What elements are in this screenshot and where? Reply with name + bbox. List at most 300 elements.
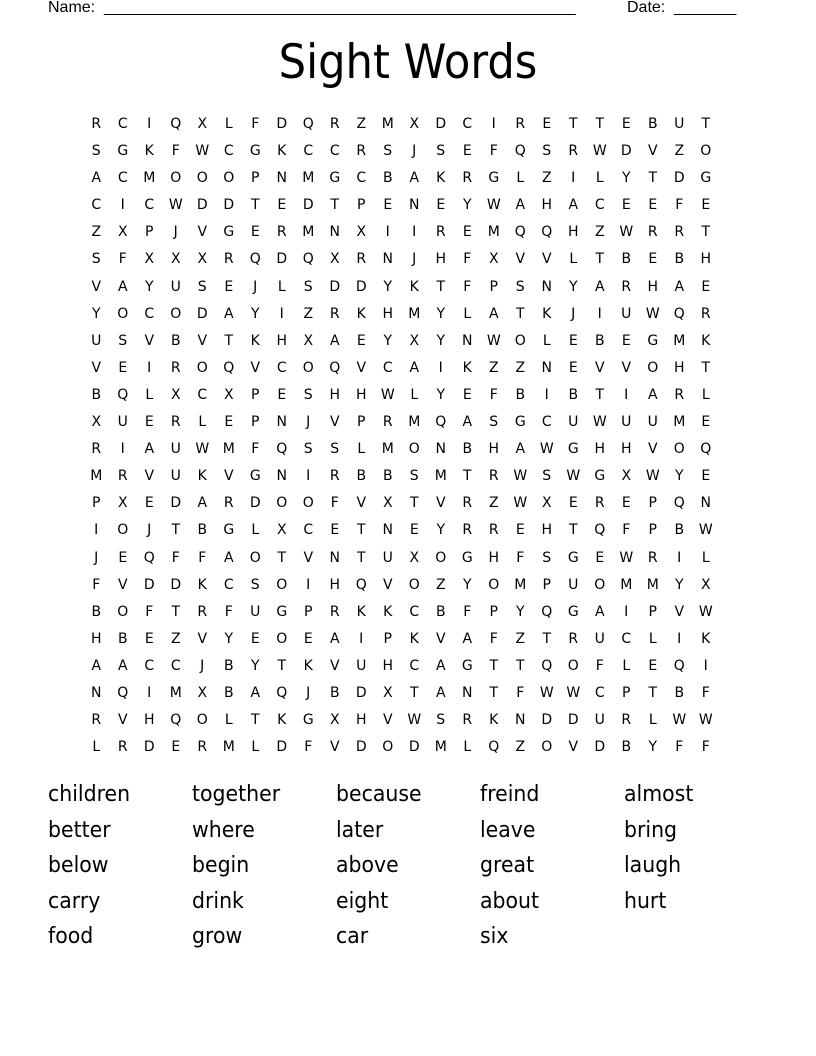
grid-letter[interactable]: J xyxy=(412,143,417,160)
grid-letter[interactable]: R xyxy=(329,603,340,620)
grid-letter[interactable]: J xyxy=(571,305,576,322)
grid-letter[interactable]: A xyxy=(144,441,155,458)
grid-letter[interactable]: U xyxy=(170,278,181,295)
grid-letter[interactable]: M xyxy=(514,576,527,593)
grid-letter[interactable]: W xyxy=(592,414,607,431)
grid-letter[interactable]: P xyxy=(489,278,498,295)
grid-letter[interactable]: V xyxy=(435,630,446,647)
grid-letter[interactable]: D xyxy=(276,116,288,132)
grid-letter[interactable]: K xyxy=(462,359,472,376)
grid-letter[interactable]: Y xyxy=(383,278,393,295)
grid-letter[interactable]: E xyxy=(621,332,631,349)
grid-letter[interactable]: V xyxy=(541,251,552,268)
grid-letter[interactable]: O xyxy=(276,495,288,512)
grid-letter[interactable]: V xyxy=(329,739,340,756)
grid-letter[interactable]: C xyxy=(276,359,287,376)
grid-letter[interactable]: N xyxy=(329,549,340,566)
grid-letter[interactable]: V xyxy=(197,630,208,647)
grid-letter[interactable]: E xyxy=(568,495,578,512)
grid-letter[interactable]: I xyxy=(306,576,311,593)
grid-letter[interactable]: T xyxy=(224,332,234,349)
grid-letter[interactable]: D xyxy=(355,739,367,756)
grid-letter[interactable]: X xyxy=(303,332,314,349)
grid-letter[interactable]: L xyxy=(145,386,154,403)
grid-letter[interactable]: Y xyxy=(436,386,446,403)
grid-letter[interactable]: O xyxy=(302,359,314,376)
grid-letter[interactable]: X xyxy=(91,414,102,431)
grid-letter[interactable]: W xyxy=(486,332,501,349)
grid-letter[interactable]: H xyxy=(276,332,288,349)
grid-letter[interactable]: T xyxy=(595,116,605,132)
grid-letter[interactable]: L xyxy=(92,739,101,756)
grid-letter[interactable]: R xyxy=(674,386,685,403)
grid-letter[interactable]: O xyxy=(541,739,553,756)
grid-letter[interactable]: F xyxy=(701,684,710,701)
grid-letter[interactable]: D xyxy=(567,712,579,729)
grid-letter[interactable]: C xyxy=(621,630,632,647)
grid-letter[interactable]: K xyxy=(197,468,207,485)
grid-letter[interactable]: Y xyxy=(621,170,631,187)
grid-letter[interactable]: K xyxy=(356,603,366,620)
grid-letter[interactable]: D xyxy=(355,278,367,295)
grid-letter[interactable]: R xyxy=(700,305,711,322)
grid-letter[interactable]: S xyxy=(303,441,313,458)
grid-letter[interactable]: B xyxy=(621,739,632,756)
grid-letter[interactable]: K xyxy=(303,657,313,674)
name-field-line[interactable]: _____________________________________________________ xyxy=(104,0,576,16)
grid-letter[interactable]: Z xyxy=(488,359,499,376)
grid-letter[interactable]: D xyxy=(170,495,182,512)
grid-letter[interactable]: U xyxy=(170,468,181,485)
grid-letter[interactable]: Q xyxy=(673,657,685,674)
grid-letter[interactable]: S xyxy=(515,278,525,295)
grid-letter[interactable]: A xyxy=(435,684,446,701)
grid-letter[interactable]: Y xyxy=(250,305,260,322)
grid-letter[interactable]: C xyxy=(409,603,420,620)
grid-letter[interactable]: L xyxy=(701,549,710,566)
grid-letter[interactable]: F xyxy=(675,739,684,756)
grid-letter[interactable]: F xyxy=(304,739,313,756)
grid-letter[interactable]: P xyxy=(145,224,154,241)
grid-letter[interactable]: C xyxy=(594,684,605,701)
grid-letter[interactable]: S xyxy=(330,441,340,458)
grid-letter[interactable]: K xyxy=(701,630,711,647)
grid-letter[interactable]: B xyxy=(674,251,685,268)
grid-letter[interactable]: O xyxy=(276,630,288,647)
grid-letter[interactable]: D xyxy=(143,739,155,756)
grid-letter[interactable]: Y xyxy=(674,468,684,485)
grid-letter[interactable]: V xyxy=(197,332,208,349)
grid-letter[interactable]: H xyxy=(382,657,394,674)
grid-letter[interactable]: B xyxy=(91,386,102,403)
grid-letter[interactable]: N xyxy=(462,332,473,349)
grid-letter[interactable]: H xyxy=(567,224,579,241)
grid-letter[interactable]: P xyxy=(251,170,260,187)
grid-letter[interactable]: L xyxy=(701,386,710,403)
grid-letter[interactable]: W xyxy=(619,549,634,566)
grid-letter[interactable]: B xyxy=(382,468,393,485)
grid-letter[interactable]: V xyxy=(117,712,128,729)
grid-letter[interactable]: R xyxy=(462,712,473,729)
grid-letter[interactable]: D xyxy=(249,495,261,512)
grid-letter[interactable]: M xyxy=(646,576,659,593)
grid-letter[interactable]: E xyxy=(118,359,128,376)
grid-letter[interactable]: N xyxy=(409,197,420,214)
grid-letter[interactable]: W xyxy=(619,224,634,241)
grid-letter[interactable]: R xyxy=(91,441,102,458)
grid-letter[interactable]: Q xyxy=(700,441,712,458)
grid-letter[interactable]: U xyxy=(621,414,632,431)
grid-letter[interactable]: W xyxy=(566,684,581,701)
grid-letter[interactable]: B xyxy=(356,468,367,485)
grid-letter[interactable]: C xyxy=(223,143,234,160)
grid-letter[interactable]: Y xyxy=(144,278,154,295)
grid-letter[interactable]: W xyxy=(486,197,501,214)
grid-letter[interactable]: E xyxy=(648,251,658,268)
grid-letter[interactable]: Q xyxy=(143,549,155,566)
grid-letter[interactable]: U xyxy=(594,712,605,729)
grid-letter[interactable]: Q xyxy=(117,684,129,701)
grid-letter[interactable]: E xyxy=(383,197,393,214)
grid-letter[interactable]: D xyxy=(594,739,606,756)
grid-letter[interactable]: C xyxy=(462,116,473,132)
grid-letter[interactable]: V xyxy=(91,359,102,376)
grid-letter[interactable]: T xyxy=(436,278,446,295)
grid-letter[interactable]: M xyxy=(169,684,182,701)
grid-letter[interactable]: L xyxy=(622,657,631,674)
grid-letter[interactable]: H xyxy=(90,630,102,647)
grid-letter[interactable]: M xyxy=(434,468,447,485)
grid-letter[interactable]: X xyxy=(382,684,393,701)
grid-letter[interactable]: V xyxy=(382,576,393,593)
grid-letter[interactable]: N xyxy=(329,224,340,241)
grid-letter[interactable]: F xyxy=(463,603,472,620)
grid-letter[interactable]: O xyxy=(302,495,314,512)
grid-letter[interactable]: P xyxy=(304,603,313,620)
grid-letter[interactable]: M xyxy=(673,332,686,349)
grid-letter[interactable]: V xyxy=(144,332,155,349)
grid-letter[interactable]: B xyxy=(568,386,579,403)
grid-letter[interactable]: T xyxy=(648,170,658,187)
grid-letter[interactable]: R xyxy=(462,522,473,539)
grid-letter[interactable]: P xyxy=(622,684,631,701)
grid-letter[interactable]: A xyxy=(462,630,473,647)
grid-letter[interactable]: T xyxy=(648,684,658,701)
grid-letter[interactable]: G xyxy=(249,468,261,485)
grid-letter[interactable]: U xyxy=(568,414,579,431)
grid-letter[interactable]: X xyxy=(488,251,499,268)
grid-letter[interactable]: O xyxy=(117,522,129,539)
grid-letter[interactable]: B xyxy=(91,603,102,620)
grid-letter[interactable]: Q xyxy=(541,603,553,620)
grid-letter[interactable]: Q xyxy=(329,359,341,376)
grid-letter[interactable]: B xyxy=(223,657,234,674)
grid-letter[interactable]: Q xyxy=(117,386,129,403)
grid-letter[interactable]: P xyxy=(383,630,392,647)
grid-letter[interactable]: E xyxy=(303,630,313,647)
grid-letter[interactable]: H xyxy=(382,305,394,322)
grid-letter[interactable]: P xyxy=(489,603,498,620)
grid-letter[interactable]: G xyxy=(567,441,579,458)
grid-letter[interactable]: E xyxy=(224,278,234,295)
grid-letter[interactable]: V xyxy=(356,495,367,512)
grid-letter[interactable]: R xyxy=(197,603,208,620)
grid-letter[interactable]: I xyxy=(624,386,629,403)
grid-letter[interactable]: G xyxy=(302,712,314,729)
grid-letter[interactable]: R xyxy=(170,414,181,431)
grid-letter[interactable]: G xyxy=(223,522,235,539)
grid-letter[interactable]: T xyxy=(568,116,578,132)
grid-letter[interactable]: G xyxy=(514,414,526,431)
grid-letter[interactable]: B xyxy=(382,170,393,187)
grid-letter[interactable]: J xyxy=(253,278,258,295)
grid-letter[interactable]: P xyxy=(648,495,657,512)
grid-letter[interactable]: L xyxy=(251,739,260,756)
grid-letter[interactable]: Z xyxy=(356,116,367,132)
grid-letter[interactable]: M xyxy=(302,170,315,187)
grid-letter[interactable]: B xyxy=(674,684,685,701)
grid-letter[interactable]: R xyxy=(568,630,579,647)
grid-letter[interactable]: A xyxy=(223,549,234,566)
grid-letter[interactable]: W xyxy=(645,305,660,322)
grid-letter[interactable]: R xyxy=(170,359,181,376)
grid-letter[interactable]: R xyxy=(117,739,128,756)
grid-letter[interactable]: V xyxy=(621,359,632,376)
grid-letter[interactable]: T xyxy=(701,224,711,241)
grid-letter[interactable]: O xyxy=(117,603,129,620)
grid-letter[interactable]: J xyxy=(412,251,417,268)
grid-letter[interactable]: O xyxy=(700,143,712,160)
grid-letter[interactable]: H xyxy=(620,441,632,458)
grid-letter[interactable]: H xyxy=(143,712,155,729)
grid-letter[interactable]: T xyxy=(171,522,181,539)
grid-letter[interactable]: F xyxy=(251,441,260,458)
grid-letter[interactable]: W xyxy=(539,441,554,458)
grid-letter[interactable]: N xyxy=(382,522,393,539)
grid-letter[interactable]: Z xyxy=(435,576,446,593)
grid-letter[interactable]: T xyxy=(330,197,340,214)
grid-letter[interactable]: T xyxy=(595,386,605,403)
grid-letter[interactable]: R xyxy=(329,116,340,132)
grid-letter[interactable]: T xyxy=(356,549,366,566)
grid-letter[interactable]: N xyxy=(382,251,393,268)
grid-letter[interactable]: J xyxy=(94,549,99,566)
grid-letter[interactable]: H xyxy=(541,522,553,539)
grid-letter[interactable]: K xyxy=(701,332,711,349)
grid-letter[interactable]: O xyxy=(223,170,235,187)
grid-letter[interactable]: T xyxy=(595,251,605,268)
grid-letter[interactable]: X xyxy=(700,576,711,593)
grid-letter[interactable]: V xyxy=(435,495,446,512)
grid-letter[interactable]: F xyxy=(224,603,233,620)
grid-letter[interactable]: Y xyxy=(383,332,393,349)
grid-letter[interactable]: B xyxy=(462,441,473,458)
grid-letter[interactable]: S xyxy=(409,468,419,485)
grid-letter[interactable]: B xyxy=(223,684,234,701)
grid-letter[interactable]: M xyxy=(673,414,686,431)
grid-letter[interactable]: F xyxy=(198,549,207,566)
grid-letter[interactable]: X xyxy=(170,251,181,268)
grid-letter[interactable]: W xyxy=(168,197,183,214)
grid-letter[interactable]: P xyxy=(357,197,366,214)
grid-letter[interactable]: W xyxy=(513,468,528,485)
grid-letter[interactable]: L xyxy=(595,170,604,187)
grid-letter[interactable]: X xyxy=(223,386,234,403)
grid-letter[interactable]: X xyxy=(197,116,208,132)
grid-letter[interactable]: E xyxy=(118,549,128,566)
grid-letter[interactable]: Y xyxy=(568,278,578,295)
grid-letter[interactable]: E xyxy=(621,116,631,132)
grid-letter[interactable]: O xyxy=(594,576,606,593)
grid-letter[interactable]: D xyxy=(408,739,420,756)
grid-letter[interactable]: W xyxy=(698,603,713,620)
grid-letter[interactable]: I xyxy=(279,305,284,322)
grid-letter[interactable]: I xyxy=(359,630,364,647)
grid-letter[interactable]: R xyxy=(435,224,446,241)
grid-letter[interactable]: W xyxy=(195,441,210,458)
grid-letter[interactable]: W xyxy=(539,684,554,701)
grid-letter[interactable]: E xyxy=(568,359,578,376)
grid-letter[interactable]: O xyxy=(567,657,579,674)
grid-letter[interactable]: L xyxy=(463,739,472,756)
grid-letter[interactable]: X xyxy=(409,332,420,349)
grid-letter[interactable]: L xyxy=(277,278,286,295)
grid-letter[interactable]: D xyxy=(196,305,208,322)
grid-letter[interactable]: N xyxy=(515,712,526,729)
grid-letter[interactable]: L xyxy=(648,630,657,647)
grid-letter[interactable]: A xyxy=(515,441,526,458)
grid-letter[interactable]: R xyxy=(329,305,340,322)
grid-letter[interactable]: S xyxy=(436,143,446,160)
grid-letter[interactable]: W xyxy=(645,468,660,485)
grid-letter[interactable]: V xyxy=(356,359,367,376)
grid-letter[interactable]: J xyxy=(306,684,311,701)
grid-letter[interactable]: O xyxy=(196,712,208,729)
grid-letter[interactable]: E xyxy=(224,414,234,431)
grid-letter[interactable]: X xyxy=(409,549,420,566)
grid-letter[interactable]: U xyxy=(647,414,658,431)
grid-letter[interactable]: L xyxy=(648,712,657,729)
grid-letter[interactable]: C xyxy=(144,657,155,674)
grid-letter[interactable]: E xyxy=(701,278,711,295)
grid-letter[interactable]: Q xyxy=(170,116,182,132)
grid-letter[interactable]: S xyxy=(383,143,393,160)
grid-letter[interactable]: H xyxy=(488,549,500,566)
grid-letter[interactable]: K xyxy=(144,143,154,160)
grid-letter[interactable]: A xyxy=(329,630,340,647)
grid-letter[interactable]: S xyxy=(542,468,552,485)
grid-letter[interactable]: B xyxy=(594,332,605,349)
grid-letter[interactable]: O xyxy=(673,441,685,458)
grid-letter[interactable]: E xyxy=(621,197,631,214)
grid-letter[interactable]: E xyxy=(701,197,711,214)
grid-letter[interactable]: E xyxy=(144,630,154,647)
grid-letter[interactable]: H xyxy=(647,278,659,295)
grid-letter[interactable]: M xyxy=(90,468,103,485)
grid-letter[interactable]: A xyxy=(594,603,605,620)
grid-letter[interactable]: T xyxy=(409,495,419,512)
grid-letter[interactable]: C xyxy=(144,305,155,322)
grid-letter[interactable]: D xyxy=(435,116,447,132)
grid-letter[interactable]: U xyxy=(568,576,579,593)
grid-letter[interactable]: X xyxy=(356,224,367,241)
grid-letter[interactable]: I xyxy=(677,549,682,566)
grid-letter[interactable]: A xyxy=(594,278,605,295)
grid-letter[interactable]: R xyxy=(356,251,367,268)
grid-letter[interactable]: B xyxy=(435,603,446,620)
grid-letter[interactable]: K xyxy=(250,332,260,349)
grid-letter[interactable]: R xyxy=(91,116,102,132)
grid-letter[interactable]: O xyxy=(408,441,420,458)
grid-letter[interactable]: L xyxy=(516,170,525,187)
grid-letter[interactable]: Z xyxy=(170,630,181,647)
grid-letter[interactable]: N xyxy=(541,278,552,295)
grid-letter[interactable]: H xyxy=(594,441,606,458)
grid-letter[interactable]: Z xyxy=(488,495,499,512)
grid-letter[interactable]: Y xyxy=(462,197,472,214)
grid-letter[interactable]: B xyxy=(674,522,685,539)
grid-letter[interactable]: D xyxy=(143,576,155,593)
grid-letter[interactable]: E xyxy=(330,522,340,539)
grid-letter[interactable]: S xyxy=(436,712,446,729)
grid-letter[interactable]: E xyxy=(462,143,472,160)
grid-letter[interactable]: M xyxy=(143,170,156,187)
grid-letter[interactable]: Y xyxy=(436,332,446,349)
grid-letter[interactable]: I xyxy=(147,359,152,376)
grid-letter[interactable]: N xyxy=(91,684,102,701)
grid-letter[interactable]: R xyxy=(356,143,367,160)
grid-letter[interactable]: R xyxy=(117,468,128,485)
grid-letter[interactable]: S xyxy=(303,386,313,403)
grid-letter[interactable]: W xyxy=(407,712,422,729)
grid-letter[interactable]: S xyxy=(250,576,260,593)
grid-letter[interactable]: B xyxy=(329,684,340,701)
grid-letter[interactable]: T xyxy=(489,657,499,674)
grid-letter[interactable]: F xyxy=(595,657,604,674)
grid-letter[interactable]: Y xyxy=(515,603,525,620)
grid-letter[interactable]: M xyxy=(620,576,633,593)
grid-letter[interactable]: Y xyxy=(250,657,260,674)
grid-letter[interactable]: R xyxy=(223,251,234,268)
grid-letter[interactable]: M xyxy=(408,305,421,322)
grid-letter[interactable]: N xyxy=(435,441,446,458)
grid-letter[interactable]: Y xyxy=(224,630,234,647)
grid-letter[interactable]: F xyxy=(675,197,684,214)
grid-letter[interactable]: F xyxy=(489,143,498,160)
grid-letter[interactable]: F xyxy=(171,143,180,160)
grid-letter[interactable]: H xyxy=(488,441,500,458)
grid-letter[interactable]: L xyxy=(198,414,207,431)
grid-letter[interactable]: T xyxy=(568,522,578,539)
grid-letter[interactable]: E xyxy=(356,332,366,349)
grid-letter[interactable]: F xyxy=(701,739,710,756)
grid-letter[interactable]: A xyxy=(117,657,128,674)
grid-letter[interactable]: I xyxy=(571,170,576,187)
grid-letter[interactable]: M xyxy=(381,116,394,132)
grid-letter[interactable]: T xyxy=(409,684,419,701)
grid-letter[interactable]: U xyxy=(91,332,102,349)
grid-letter[interactable]: O xyxy=(435,549,447,566)
grid-letter[interactable]: Y xyxy=(436,522,446,539)
grid-letter[interactable]: S xyxy=(542,143,552,160)
grid-letter[interactable]: V xyxy=(674,603,685,620)
grid-letter[interactable]: A xyxy=(117,278,128,295)
grid-letter[interactable]: D xyxy=(196,197,208,214)
grid-letter[interactable]: F xyxy=(463,278,472,295)
grid-letter[interactable]: B xyxy=(515,386,526,403)
grid-letter[interactable]: T xyxy=(277,657,287,674)
grid-letter[interactable]: Q xyxy=(514,143,526,160)
